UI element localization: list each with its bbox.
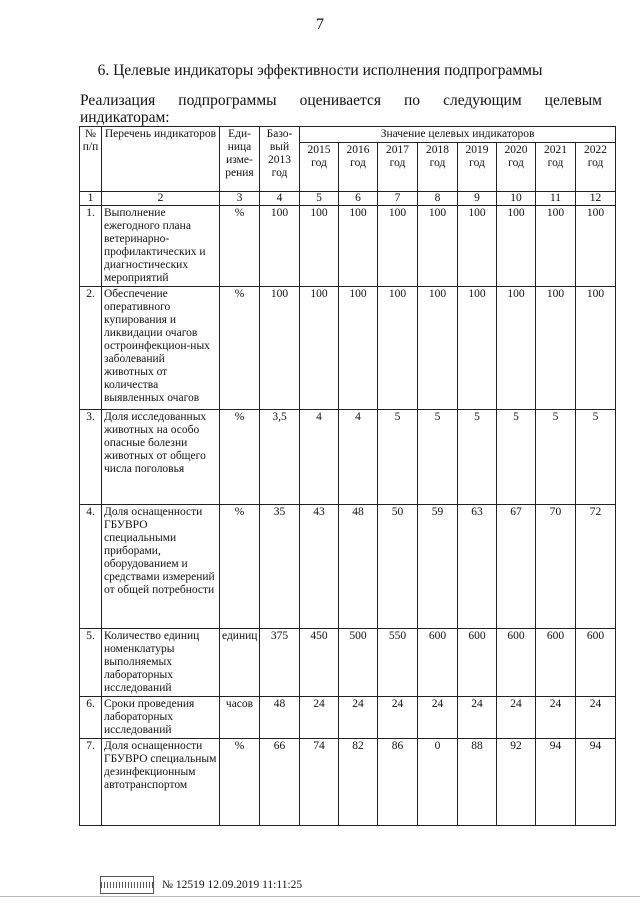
row-value: 86 [378, 739, 418, 826]
column-number: 3 [220, 192, 260, 206]
row-value: 100 [378, 206, 418, 287]
column-number: 10 [497, 192, 536, 206]
column-number: 8 [418, 192, 458, 206]
row-indicator: Доля исследованных животных на особо опасные болезни животных от общего числа поголовья [102, 410, 220, 505]
row-value: 4 [339, 410, 378, 505]
header-year: 2017 год [378, 143, 418, 192]
page-number: 7 [316, 16, 324, 33]
row-unit: единиц [220, 629, 260, 697]
row-indicator: Выполнение ежегодного плана ветеринарно-профилактических и диагностических мероприятий [102, 206, 220, 287]
row-value: 100 [576, 287, 616, 410]
header-values-group: Значение целевых индикаторов [300, 127, 616, 143]
row-value: 4 [300, 410, 339, 505]
row-value: 94 [536, 739, 576, 826]
header-name: Перечень индикаторов [102, 127, 220, 192]
row-value: 67 [497, 505, 536, 629]
intro-text-continued: индикаторам: [80, 109, 170, 126]
row-value: 24 [536, 697, 576, 739]
row-indicator: Количество единиц номенклатуры выполняемых лабораторных исследований [102, 629, 220, 697]
table-row [80, 287, 616, 410]
header-unit: Еди-ница изме-рения [220, 127, 260, 192]
row-value: 100 [418, 206, 458, 287]
row-value: 600 [536, 629, 576, 697]
header-year: 2020 год [497, 143, 536, 192]
column-number: 4 [260, 192, 300, 206]
row-value: 88 [458, 739, 497, 826]
row-value: 450 [300, 629, 339, 697]
row-value: 24 [339, 697, 378, 739]
row-value: 0 [418, 739, 458, 826]
header-year: 2016 год [339, 143, 378, 192]
table-row [80, 697, 616, 739]
row-base: 48 [260, 697, 300, 739]
row-value: 100 [576, 206, 616, 287]
column-number: 1 [80, 192, 102, 206]
row-base: 100 [260, 206, 300, 287]
column-numbers-row [80, 192, 616, 206]
row-value: 94 [576, 739, 616, 826]
table-row [80, 629, 616, 697]
table-row [80, 206, 616, 287]
row-value: 100 [497, 206, 536, 287]
row-num: 7. [80, 739, 102, 826]
row-value: 5 [418, 410, 458, 505]
column-number: 12 [576, 192, 616, 206]
row-num: 3. [80, 410, 102, 505]
row-value: 24 [418, 697, 458, 739]
table-row [80, 505, 616, 629]
header-num: № п/п [80, 127, 102, 192]
row-value: 600 [458, 629, 497, 697]
indicators-table [79, 126, 616, 826]
row-unit: % [220, 505, 260, 629]
row-value: 82 [339, 739, 378, 826]
column-number: 5 [300, 192, 339, 206]
header-year: 2018 год [418, 143, 458, 192]
row-value: 600 [576, 629, 616, 697]
row-value: 63 [458, 505, 497, 629]
row-value: 100 [458, 206, 497, 287]
row-value: 24 [378, 697, 418, 739]
row-unit: % [220, 410, 260, 505]
row-value: 5 [378, 410, 418, 505]
row-base: 375 [260, 629, 300, 697]
row-value: 100 [378, 287, 418, 410]
row-value: 100 [418, 287, 458, 410]
row-value: 72 [576, 505, 616, 629]
row-value: 24 [576, 697, 616, 739]
government-building-icon [100, 876, 154, 894]
row-unit: % [220, 739, 260, 826]
row-value: 600 [497, 629, 536, 697]
row-value: 100 [536, 206, 576, 287]
row-indicator: Обеспечение оперативного купирования и ликвидации очагов остроинфекцион-ных заболеваний животных от количества выявленных очагов [102, 287, 220, 410]
row-base: 100 [260, 287, 300, 410]
row-value: 550 [378, 629, 418, 697]
row-value: 74 [300, 739, 339, 826]
row-base: 3,5 [260, 410, 300, 505]
page-bottom-divider [0, 896, 640, 897]
row-value: 5 [536, 410, 576, 505]
row-value: 100 [458, 287, 497, 410]
row-base: 35 [260, 505, 300, 629]
row-value: 100 [339, 287, 378, 410]
row-num: 4. [80, 505, 102, 629]
row-num: 2. [80, 287, 102, 410]
row-value: 24 [300, 697, 339, 739]
row-value: 59 [418, 505, 458, 629]
row-value: 100 [536, 287, 576, 410]
row-value: 100 [339, 206, 378, 287]
row-unit: % [220, 206, 260, 287]
header-year: 2021 год [536, 143, 576, 192]
column-number: 7 [378, 192, 418, 206]
row-value: 5 [458, 410, 497, 505]
row-value: 100 [497, 287, 536, 410]
column-number: 11 [536, 192, 576, 206]
row-value: 500 [339, 629, 378, 697]
row-unit: % [220, 287, 260, 410]
row-value: 92 [497, 739, 536, 826]
row-num: 1. [80, 206, 102, 287]
column-number: 9 [458, 192, 497, 206]
registration-stamp [100, 876, 302, 894]
section-title: 6. Целевые индикаторы эффективности исполнения подпрограммы [97, 62, 543, 79]
row-indicator: Доля оснащенности ГБУВРО специальным дезинфекционным автотранспортом [102, 739, 220, 826]
row-indicator: Сроки проведения лабораторных исследований [102, 697, 220, 739]
column-number: 2 [102, 192, 220, 206]
row-value: 70 [536, 505, 576, 629]
header-year: 2019 год [458, 143, 497, 192]
header-base: Базо-вый 2013 год [260, 127, 300, 192]
stamp-text: № 12519 12.09.2019 11:11:25 [162, 879, 303, 891]
row-value: 5 [497, 410, 536, 505]
column-number: 6 [339, 192, 378, 206]
row-value: 100 [300, 206, 339, 287]
row-value: 5 [576, 410, 616, 505]
row-num: 6. [80, 697, 102, 739]
row-value: 43 [300, 505, 339, 629]
row-value: 24 [458, 697, 497, 739]
intro-text: Реализация подпрограммы оценивается по следующим целевым [80, 92, 602, 109]
row-value: 100 [300, 287, 339, 410]
row-value: 48 [339, 505, 378, 629]
row-unit: часов [220, 697, 260, 739]
row-base: 66 [260, 739, 300, 826]
header-year: 2015 год [300, 143, 339, 192]
row-value: 50 [378, 505, 418, 629]
row-value: 24 [497, 697, 536, 739]
table-row [80, 410, 616, 505]
row-value: 600 [418, 629, 458, 697]
header-year: 2022 год [576, 143, 616, 192]
row-num: 5. [80, 629, 102, 697]
row-indicator: Доля оснащенности ГБУВРО специальными приборами, оборудованием и средствами измерений от общей потребности [102, 505, 220, 629]
table-row [80, 739, 616, 826]
